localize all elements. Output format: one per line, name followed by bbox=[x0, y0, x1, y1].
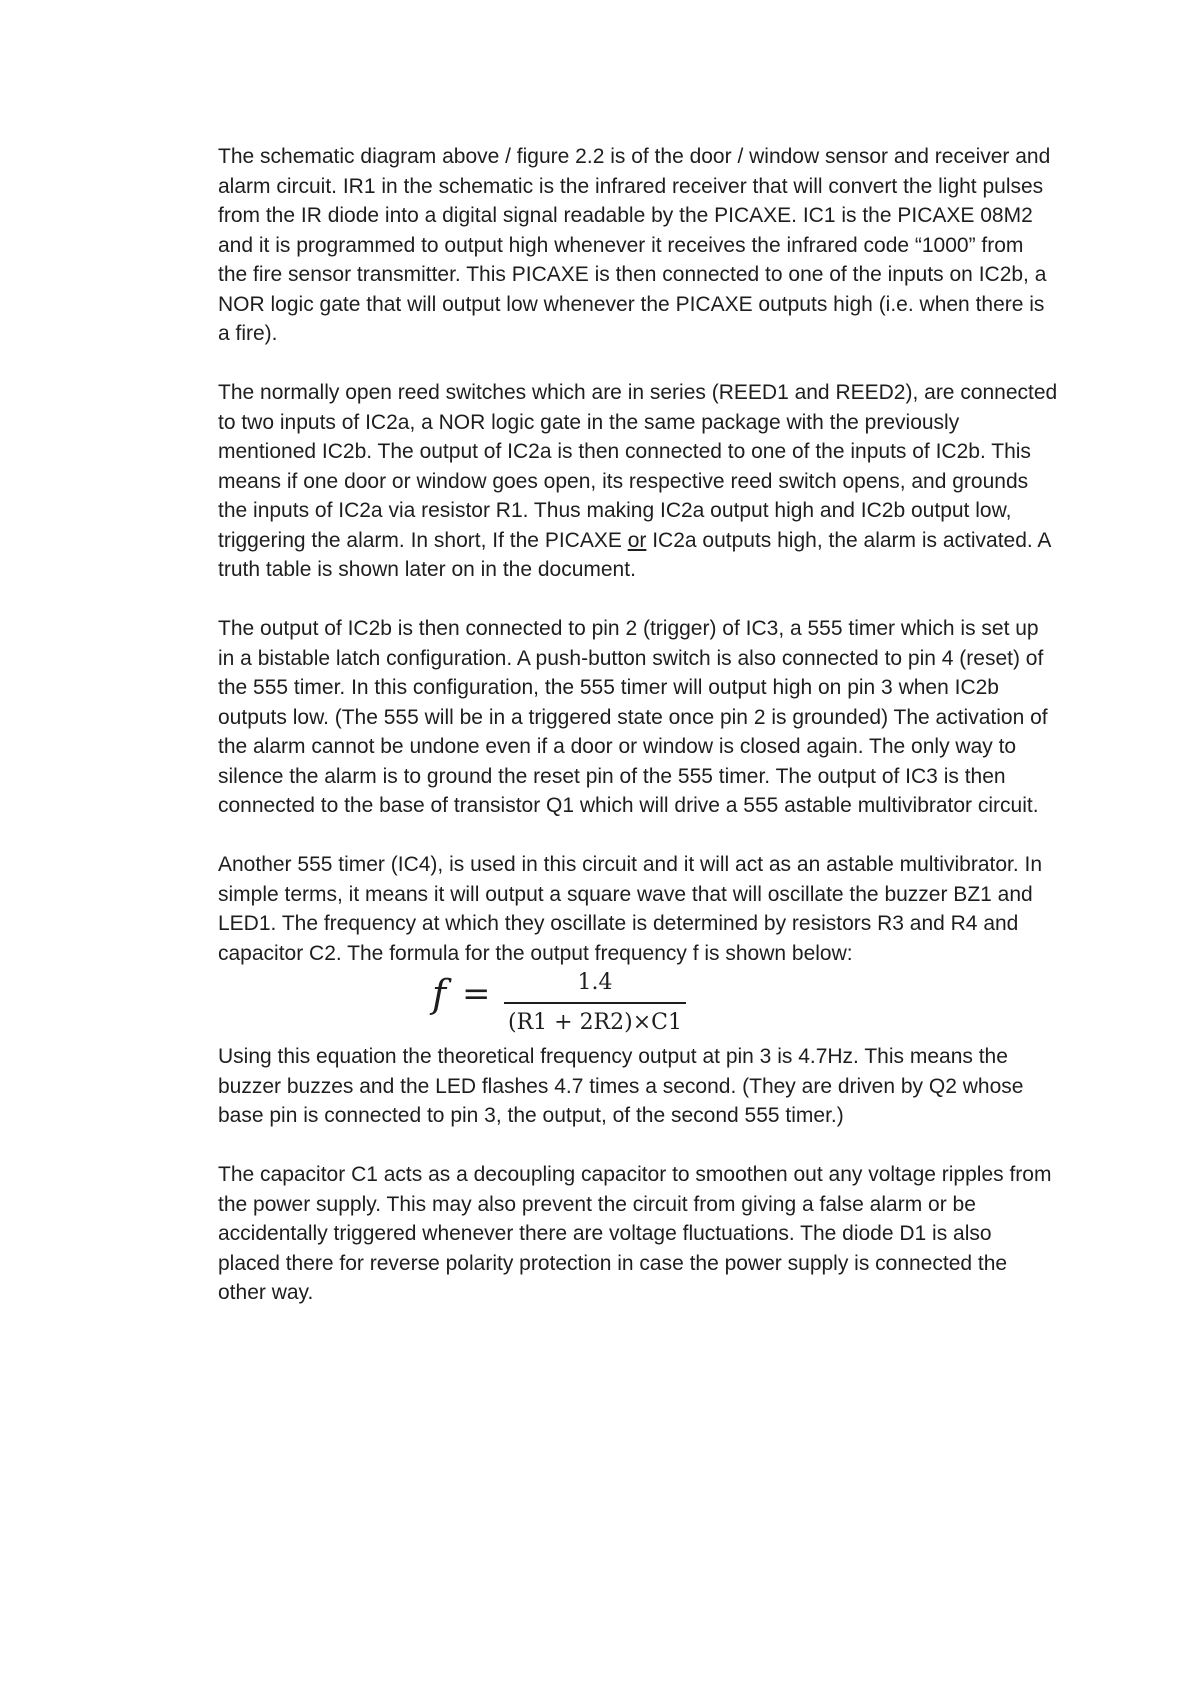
paragraph-reed-switches bbox=[218, 378, 1058, 585]
paragraph-text: IC2a outputs high, the alarm is activated. A truth table is shown later on in the document. bbox=[218, 528, 1051, 581]
formula-numerator: 1.4 bbox=[577, 970, 613, 995]
paragraph-schematic-overview: The schematic diagram above / figure 2.2 is of the door / window sensor and receiver and alarm circuit. IR1 in the schematic is the infrared receiver that will convert the light pulses from the IR diode into a digital signal readable by the PICAXE. IC1 is the PICAXE 08M2 and it is programmed to output high whenever it receives the infrared code “1000” from the fire sensor transmitter. This PICAXE is then connected to one of the inputs on IC2b, a NOR logic gate that will output low whenever the PICAXE outputs high (i.e. when there is a fire). bbox=[218, 145, 1051, 345]
paragraph-bistable-latch: The output of IC2b is then connected to pin 2 (trigger) of IC3, a 555 timer which is set up in a bistable latch configuration. A push-button switch is also connected to pin 4 (reset) of the 555 timer. In this configuration, the 555 timer will output high on pin 3 when IC2b outputs low. (The 555 will be in a triggered state once pin 2 is grounded) The activation of the alarm cannot be undone even if a door or window is closed again. The only way to silence the alarm is to ground the reset pin of the 555 timer. The output of IC3 is then connected to the base of transistor Q1 which will drive a 555 astable multivibrator circuit. bbox=[218, 617, 1048, 817]
formula-fraction bbox=[504, 968, 686, 1038]
paragraph-astable-multivibrator: Another 555 timer (IC4), is used in this circuit and it will act as an astable multivibrator. In simple terms, it means it will output a square wave that will oscillate the buzzer BZ1 and LED1. The frequency at which they oscillate is determined by resistors R3 and R4 and capacitor C2. The formula for the output frequency f is shown below: bbox=[218, 853, 1043, 965]
fraction-bar bbox=[504, 1002, 686, 1004]
paragraph-decoupling-capacitor: The capacitor C1 acts as a decoupling capacitor to smoothen out any voltage ripples from the power supply. This may also prevent the circuit from giving a false alarm or be accidentally triggered whenever there are voltage fluctuations. The diode D1 is also placed there for reverse polarity protection in case the power supply is connected the other way. bbox=[218, 1163, 1052, 1304]
formula-lhs: f bbox=[432, 972, 447, 1016]
formula-denominator: (R1 + 2R2)×C1 bbox=[508, 1010, 682, 1035]
frequency-formula bbox=[218, 968, 1058, 1042]
paragraph-text: The normally open reed switches which are in series (REED1 and REED2), are connected to two inputs of IC2a, a NOR logic gate in the same package with the previously mentioned IC2b. The output of IC2a is then connected to one of the inputs of IC2b. This means if one door or window goes open, its respective reed switch opens, and grounds the inputs of IC2a via resistor R1. Thus making IC2a output high and IC2b output low, triggering the alarm. In short, If the PICAXE bbox=[218, 381, 1058, 552]
underlined-word: or bbox=[627, 528, 647, 552]
document-body bbox=[218, 142, 1058, 1337]
formula-equals: = bbox=[462, 974, 491, 1014]
paragraph-theoretical-frequency: Using this equation the theoretical frequency output at pin 3 is 4.7Hz. This means the buzzer buzzes and the LED flashes 4.7 times a second. (They are driven by Q2 whose base pin is connected to pin 3, the output, of the second 555 timer.) bbox=[218, 1045, 1024, 1127]
